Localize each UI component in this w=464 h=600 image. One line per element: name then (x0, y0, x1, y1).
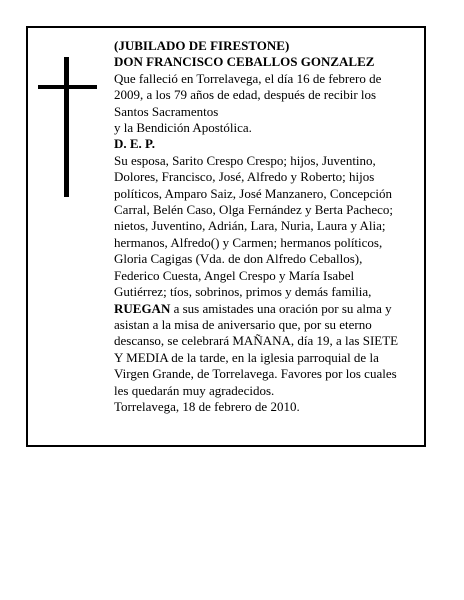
family-line: Gloria Cagigas (Vda. de don Alfredo Ceballos), (114, 251, 363, 267)
request-text: a sus amistades una oración por su alma y (170, 300, 392, 316)
request-line (114, 301, 419, 317)
request-line: les quedarán muy agradecidos. (114, 382, 275, 398)
request-line: asistan a la misa de aniversario que, por su eterno (114, 316, 372, 332)
cross-icon (64, 57, 69, 197)
place-date: Torrelavega, 18 de febrero de 2010. (114, 398, 300, 414)
request-line: descanso, se celebrará MAÑANA, día 19, a las SIETE (114, 333, 399, 349)
family-line: Dolores, Francisco, José, Alfredo y Roberto; hijos (114, 169, 375, 185)
cross-icon-arm (38, 85, 97, 89)
request-line: Virgen Grande, de Torrelavega. Favores por los cuales (114, 366, 397, 382)
death-line: 2009, a los 79 años de edad, después de recibir los (114, 87, 377, 103)
obituary-text (114, 38, 419, 415)
death-line: y la Bendición Apostólica. (114, 120, 252, 136)
family-line: Gutiérrez; tíos, sobrinos, primos y demás familia, (114, 284, 372, 300)
request-keyword: RUEGAN (114, 300, 171, 316)
dep-line: D. E. P. (114, 136, 156, 152)
death-line: Que falleció en Torrelavega, el día 16 de febrero de (114, 70, 382, 86)
family-line: Carral, Belén Caso, Olga Fernández y Berta Pacheco; (114, 202, 394, 218)
family-line: hermanos, Alfredo() y Carmen; hermanos políticos, (114, 234, 383, 250)
family-line: Su esposa, Sarito Crespo Crespo; hijos, Juventino, (114, 152, 376, 168)
request-line: Y MEDIA de la tarde, en la iglesia parroquial de la (114, 349, 379, 365)
deceased-name: DON FRANCISCO CEBALLOS GONZALEZ (114, 54, 375, 70)
retired-from-line: (JUBILADO DE FIRESTONE) (114, 38, 290, 53)
death-line: Santos Sacramentos (114, 103, 219, 119)
family-line: nietos, Juventino, Adrián, Lara, Nuria, Laura y Alia; (114, 218, 386, 234)
family-line: Federico Cuesta, Angel Crespo y María Isabel (114, 267, 355, 283)
family-line: políticos, Amparo Saiz, José Manzanero, Concepción (114, 185, 392, 201)
